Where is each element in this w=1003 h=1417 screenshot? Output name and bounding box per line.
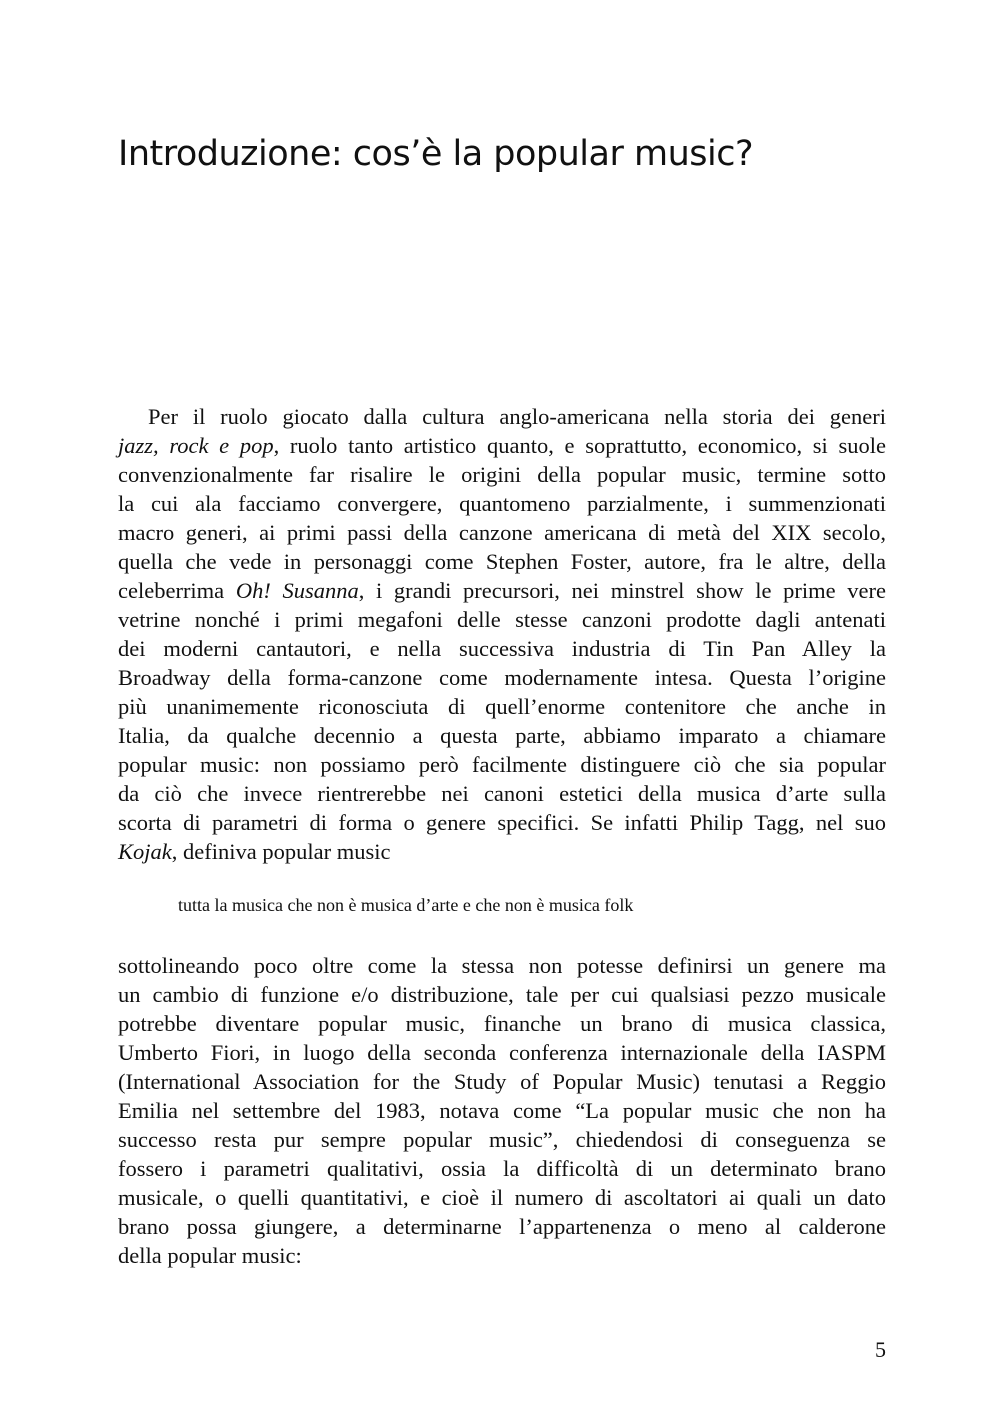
text-line: sottolineando poco oltre come la stessa non potesse definirsi un genere ma (118, 953, 886, 978)
chapter-title: Introduzione: cos’è la popular music? (118, 134, 754, 174)
text-line: musicale, o quelli quantitativi, e cioè il numero di ascoltatori ai quali un dato (118, 1185, 886, 1210)
italic-genres: jazz, rock e pop (118, 433, 274, 458)
text-line: successo resta pur sempre popular music”, chiedendosi di conseguenza se (118, 1127, 886, 1152)
text-line (118, 576, 886, 605)
text-line: macro generi, ai primi passi della canzone americana di metà del XIX secolo, (118, 520, 886, 545)
text-line: la cui ala facciamo convergere, quantomeno parzialmente, i summenzionati (118, 491, 886, 516)
text-line: dei moderni cantautori, e nella successiva industria di Tin Pan Alley la (118, 636, 886, 661)
text-line: vetrine nonché i primi megafoni delle stesse canzoni prodotte dagli antenati (118, 607, 886, 632)
text-line: Emilia nel settembre del 1983, notava come “La popular music che non ha (118, 1098, 886, 1123)
text-span: , definiva popular music (171, 839, 391, 864)
text-line (118, 431, 886, 460)
block-quote: tutta la musica che non è musica d’arte e che non è musica folk (178, 895, 634, 915)
text-line: scorta di parametri di forma o genere specifici. Se infatti Philip Tagg, nel suo (118, 810, 886, 835)
text-line: Umberto Fiori, in luogo della seconda conferenza internazionale della IASPM (118, 1040, 886, 1065)
text-line: quella che vede in personaggi come Stephen Foster, autore, fra le altre, della (118, 549, 886, 574)
paragraph-1 (118, 402, 886, 866)
text-line: brano possa giungere, a determinarne l’appartenenza o meno al calderone (118, 1214, 886, 1239)
paragraph-2 (118, 951, 886, 1270)
text-line: della popular music: (118, 1243, 302, 1268)
text-line: convenzionalmente far risalire le origini della popular music, termine sotto (118, 462, 886, 487)
page-number: 5 (875, 1337, 886, 1362)
text-line: (International Association for the Study of Popular Music) tenutasi a Reggio (118, 1069, 886, 1094)
text-line: un cambio di funzione e/o distribuzione, tale per cui qualsiasi pezzo musicale (118, 982, 886, 1007)
text-line (118, 837, 886, 866)
text-line: da ciò che invece rientrerebbe nei canoni estetici della musica d’arte sulla (118, 781, 886, 806)
text-line: potrebbe diventare popular music, finanche un brano di musica classica, (118, 1011, 886, 1036)
text-line: fossero i parametri qualitativi, ossia la difficoltà di un determinato brano (118, 1156, 886, 1181)
text-span: , i grandi precursori, nei minstrel show le prime vere (358, 578, 886, 603)
text-span: celeberrima (118, 578, 236, 603)
text-line: più unanimemente riconosciuta di quell’enorme contenitore che anche in (118, 694, 886, 719)
italic-book-title: Kojak (118, 839, 172, 864)
text-line: popular music: non possiamo però facilmente distinguere ciò che sia popular (118, 752, 886, 777)
text-line: Per il ruolo giocato dalla cultura anglo-americana nella storia dei generi (148, 404, 886, 429)
text-line: Italia, da qualche decennio a questa parte, abbiamo imparato a chiamare (118, 723, 886, 748)
text-span: , ruolo tanto artistico quanto, e soprattutto, economico, si suole (273, 433, 886, 458)
italic-song-title: Oh! Susanna (235, 578, 359, 603)
text-line: Broadway della forma-canzone come modernamente intesa. Questa l’origine (118, 665, 886, 690)
